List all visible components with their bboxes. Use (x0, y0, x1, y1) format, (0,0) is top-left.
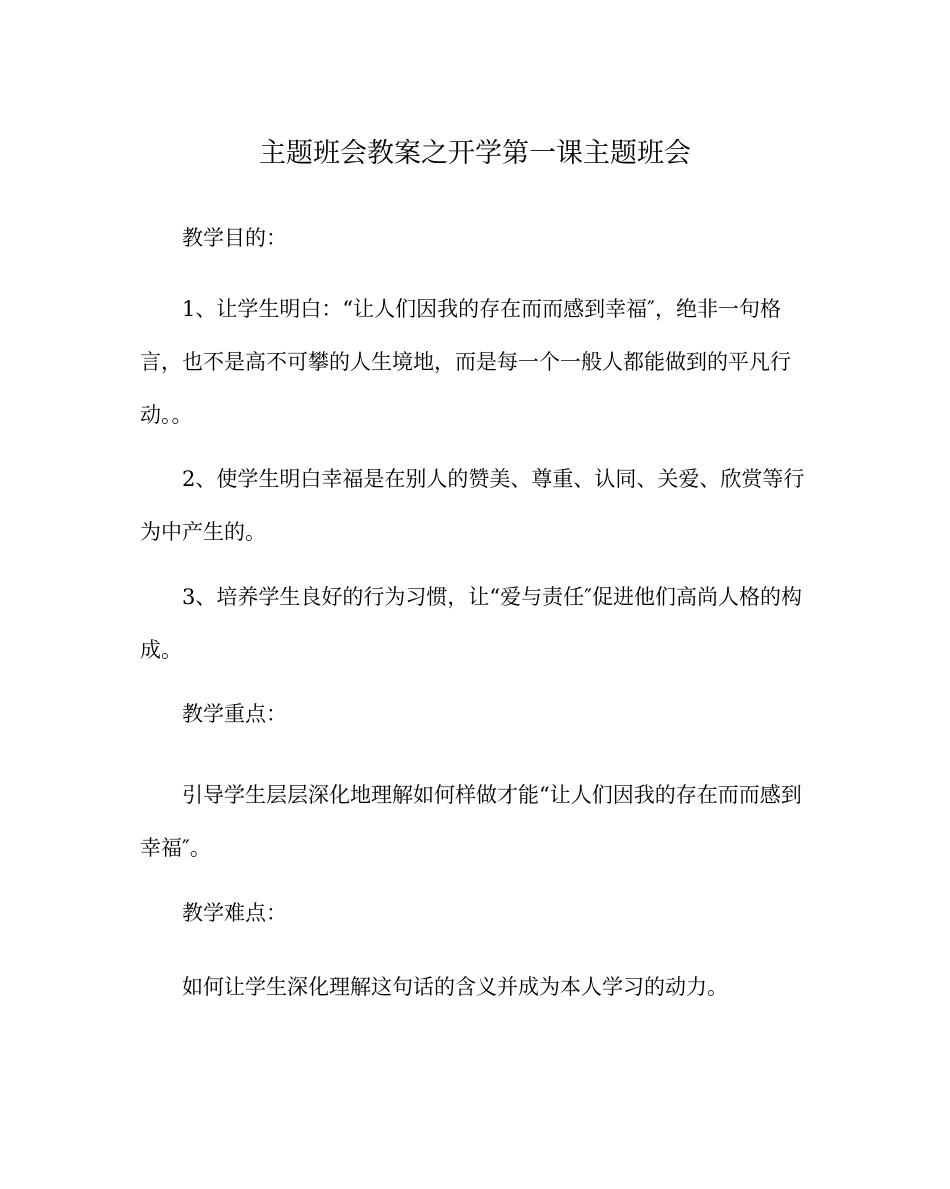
teaching-goal-item-2: 2、使学生明白幸福是在别人的赞美、尊重、认同、关爱、欣赏等行为中产生的。 (140, 467, 805, 544)
difficulties-text: 如何让学生深化理解这句话的含义并成为本人学习的动力。 (182, 975, 728, 999)
section-heading-teaching-goal: 教学目的： (182, 226, 287, 250)
teaching-goal-item-3: 3、培养学生良好的行为习惯，让“爱与责任″促进他们高尚人格的构成。 (140, 585, 802, 662)
section-heading-difficulties: 教学难点： (182, 901, 287, 925)
key-points-text: 引导学生层层深化地理解如何样做才能“让人们因我的存在而而感到幸福″。 (140, 783, 802, 860)
section-heading-key-points: 教学重点： (182, 702, 287, 726)
teaching-goal-item-1: 1、让学生明白：“让人们因我的存在而而感到幸福″，绝非一句格言，也不是高不可攀的人生境地，而是每一个一般人都能做到的平凡行动。。 (140, 297, 791, 427)
document-title: 主题班会教案之开学第一课主题班会 (259, 138, 691, 169)
